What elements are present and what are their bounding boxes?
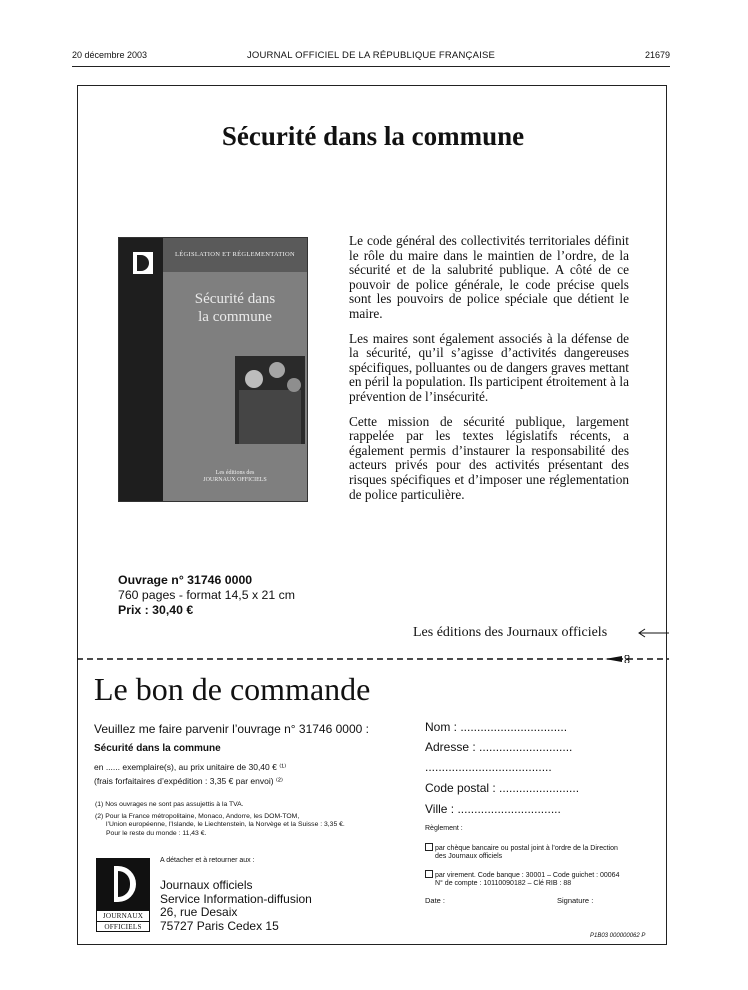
cut-line (77, 655, 669, 663)
arrow-left-icon (637, 628, 669, 638)
order-form-title: Le bon de commande (94, 671, 371, 707)
address-line-4: 75727 Paris Cedex 15 (160, 918, 279, 933)
order-notes (95, 801, 415, 838)
cover-publisher (163, 470, 307, 484)
code-postal-field[interactable]: Code postal : ........................ (425, 781, 580, 795)
logo-word-2: OFFICIELS (97, 921, 149, 931)
header-date: 20 décembre 2003 (72, 50, 148, 60)
note-2-line-3: Pour le reste du monde : 11,43 €. (106, 829, 207, 837)
adresse-field-2[interactable]: ...................................... (425, 760, 552, 774)
order-shipping-line: (frais forfaitaires d’expédition : 3,35 € par envoi) ⁽²⁾ (94, 776, 283, 786)
cover-spine (119, 238, 163, 501)
scissors-icon (605, 655, 629, 663)
address-line-1: Journaux officiels (160, 878, 253, 892)
cover-title-line-2: la commune (198, 309, 272, 325)
publisher-line: Les éditions des Journaux officiels (413, 625, 608, 640)
order-request (94, 722, 414, 787)
header-journal-title: JOURNAL OFFICIEL DE LA RÉPUBLIQUE FRANÇAISE (246, 50, 496, 61)
virement-checkbox[interactable] (425, 870, 433, 878)
description-paragraph-2: Les maires sont également associés à la défense de la sécurité, qu’il s’agisse d’activités dangereuses spécifiques, polluantes ou de dangers graves mettant en péril la population. Ils participent étroitement à la prévention de l’insécurité. (349, 330, 629, 404)
adresse-field[interactable]: Adresse : ............................ (425, 740, 573, 754)
cover-photo (235, 356, 305, 444)
cover-logo-icon (133, 252, 153, 274)
address-line-3: 26, rue Desaix (160, 905, 238, 920)
cover-series: LÉGISLATION ET RÉGLEMENTATION (175, 251, 295, 258)
header-page-number: 21679 (644, 50, 670, 60)
book-number: Ouvrage n° 31746 0000 (118, 573, 253, 587)
cover-title (163, 290, 307, 326)
book-pages-format: 760 pages - format 14,5 x 21 cm (118, 588, 296, 602)
description-paragraph-1: Le code général des collectivités territoriales définit le rôle du maire dans le maintien de l’ordre, de la sécurité et de la salubrité publique. A côté de ce pouvoir de police générale, le code précise quels sont les pouvoirs de police spéciale que détient le maire. (349, 233, 629, 321)
logo-word-1: JOURNAUX (102, 912, 144, 920)
cover-title-line-1: Sécurité dans (194, 291, 276, 307)
book-cover-image (118, 237, 308, 502)
order-intro: Veuillez me faire parvenir l’ouvrage n° 31746 0000 : (94, 722, 369, 736)
ville-field[interactable]: Ville : ............................... (425, 802, 561, 816)
detach-instruction: A détacher et à retourner aux : (160, 857, 255, 864)
note-2-line-2: l’Union européenne, l’Islande, le Liechtenstein, la Norvège et la Suisse : 3,35 €. (106, 821, 345, 829)
date-field[interactable]: Date : (425, 896, 446, 905)
address-line-2: Service Information-diffusion (160, 891, 312, 906)
book-details (118, 573, 295, 618)
advert-title: Sécurité dans la commune (221, 121, 525, 151)
nom-field[interactable]: Nom : ................................ (425, 720, 568, 734)
note-1: (1) Nos ouvrages ne sont pas assujettis à la TVA. (95, 801, 244, 808)
note-2-line-1: (2) Pour la France métropolitaine, Monaco, Andorre, les DOM-TOM, (95, 812, 300, 820)
order-quantity-line[interactable]: en ...... exemplaire(s), au prix unitaire de 30,40 € ⁽¹⁾ (94, 762, 287, 772)
order-book-title: Sécurité dans la commune (94, 743, 221, 754)
cheque-checkbox[interactable] (425, 843, 433, 851)
description (349, 234, 629, 512)
book-price: Prix : 30,40 € (118, 603, 194, 617)
signature-field[interactable]: Signature : (557, 896, 594, 905)
reference-code: P1B03 000000062 P (590, 933, 646, 939)
return-address (160, 879, 312, 933)
page-header (72, 50, 670, 64)
header-rule (72, 66, 670, 67)
description-paragraph-3: Cette mission de sécurité publique, largement rappelée par les textes législatifs récents, a également permis d’instaurer la responsabilité des acteurs privés pour des activités présentant des risques spécifiques et d’imposer une réglementation de police particulière. (349, 413, 629, 502)
payment-cheque-option[interactable]: par chèque bancaire ou postal joint à l’ordre de la Direction des Journaux officiels (425, 843, 618, 861)
reglement-label: Règlement : (425, 825, 463, 832)
journaux-officiels-logo (96, 858, 150, 932)
cover-publisher-line-1: Les éditions des (215, 470, 255, 476)
payment-virement-option[interactable]: par virement. Code banque : 30001 – Code guichet : 00064 N° de compte : 10110090182 – Clé RIB : 88 (425, 870, 619, 888)
cover-publisher-line-2: JOURNAUX OFFICIELS (203, 477, 267, 483)
